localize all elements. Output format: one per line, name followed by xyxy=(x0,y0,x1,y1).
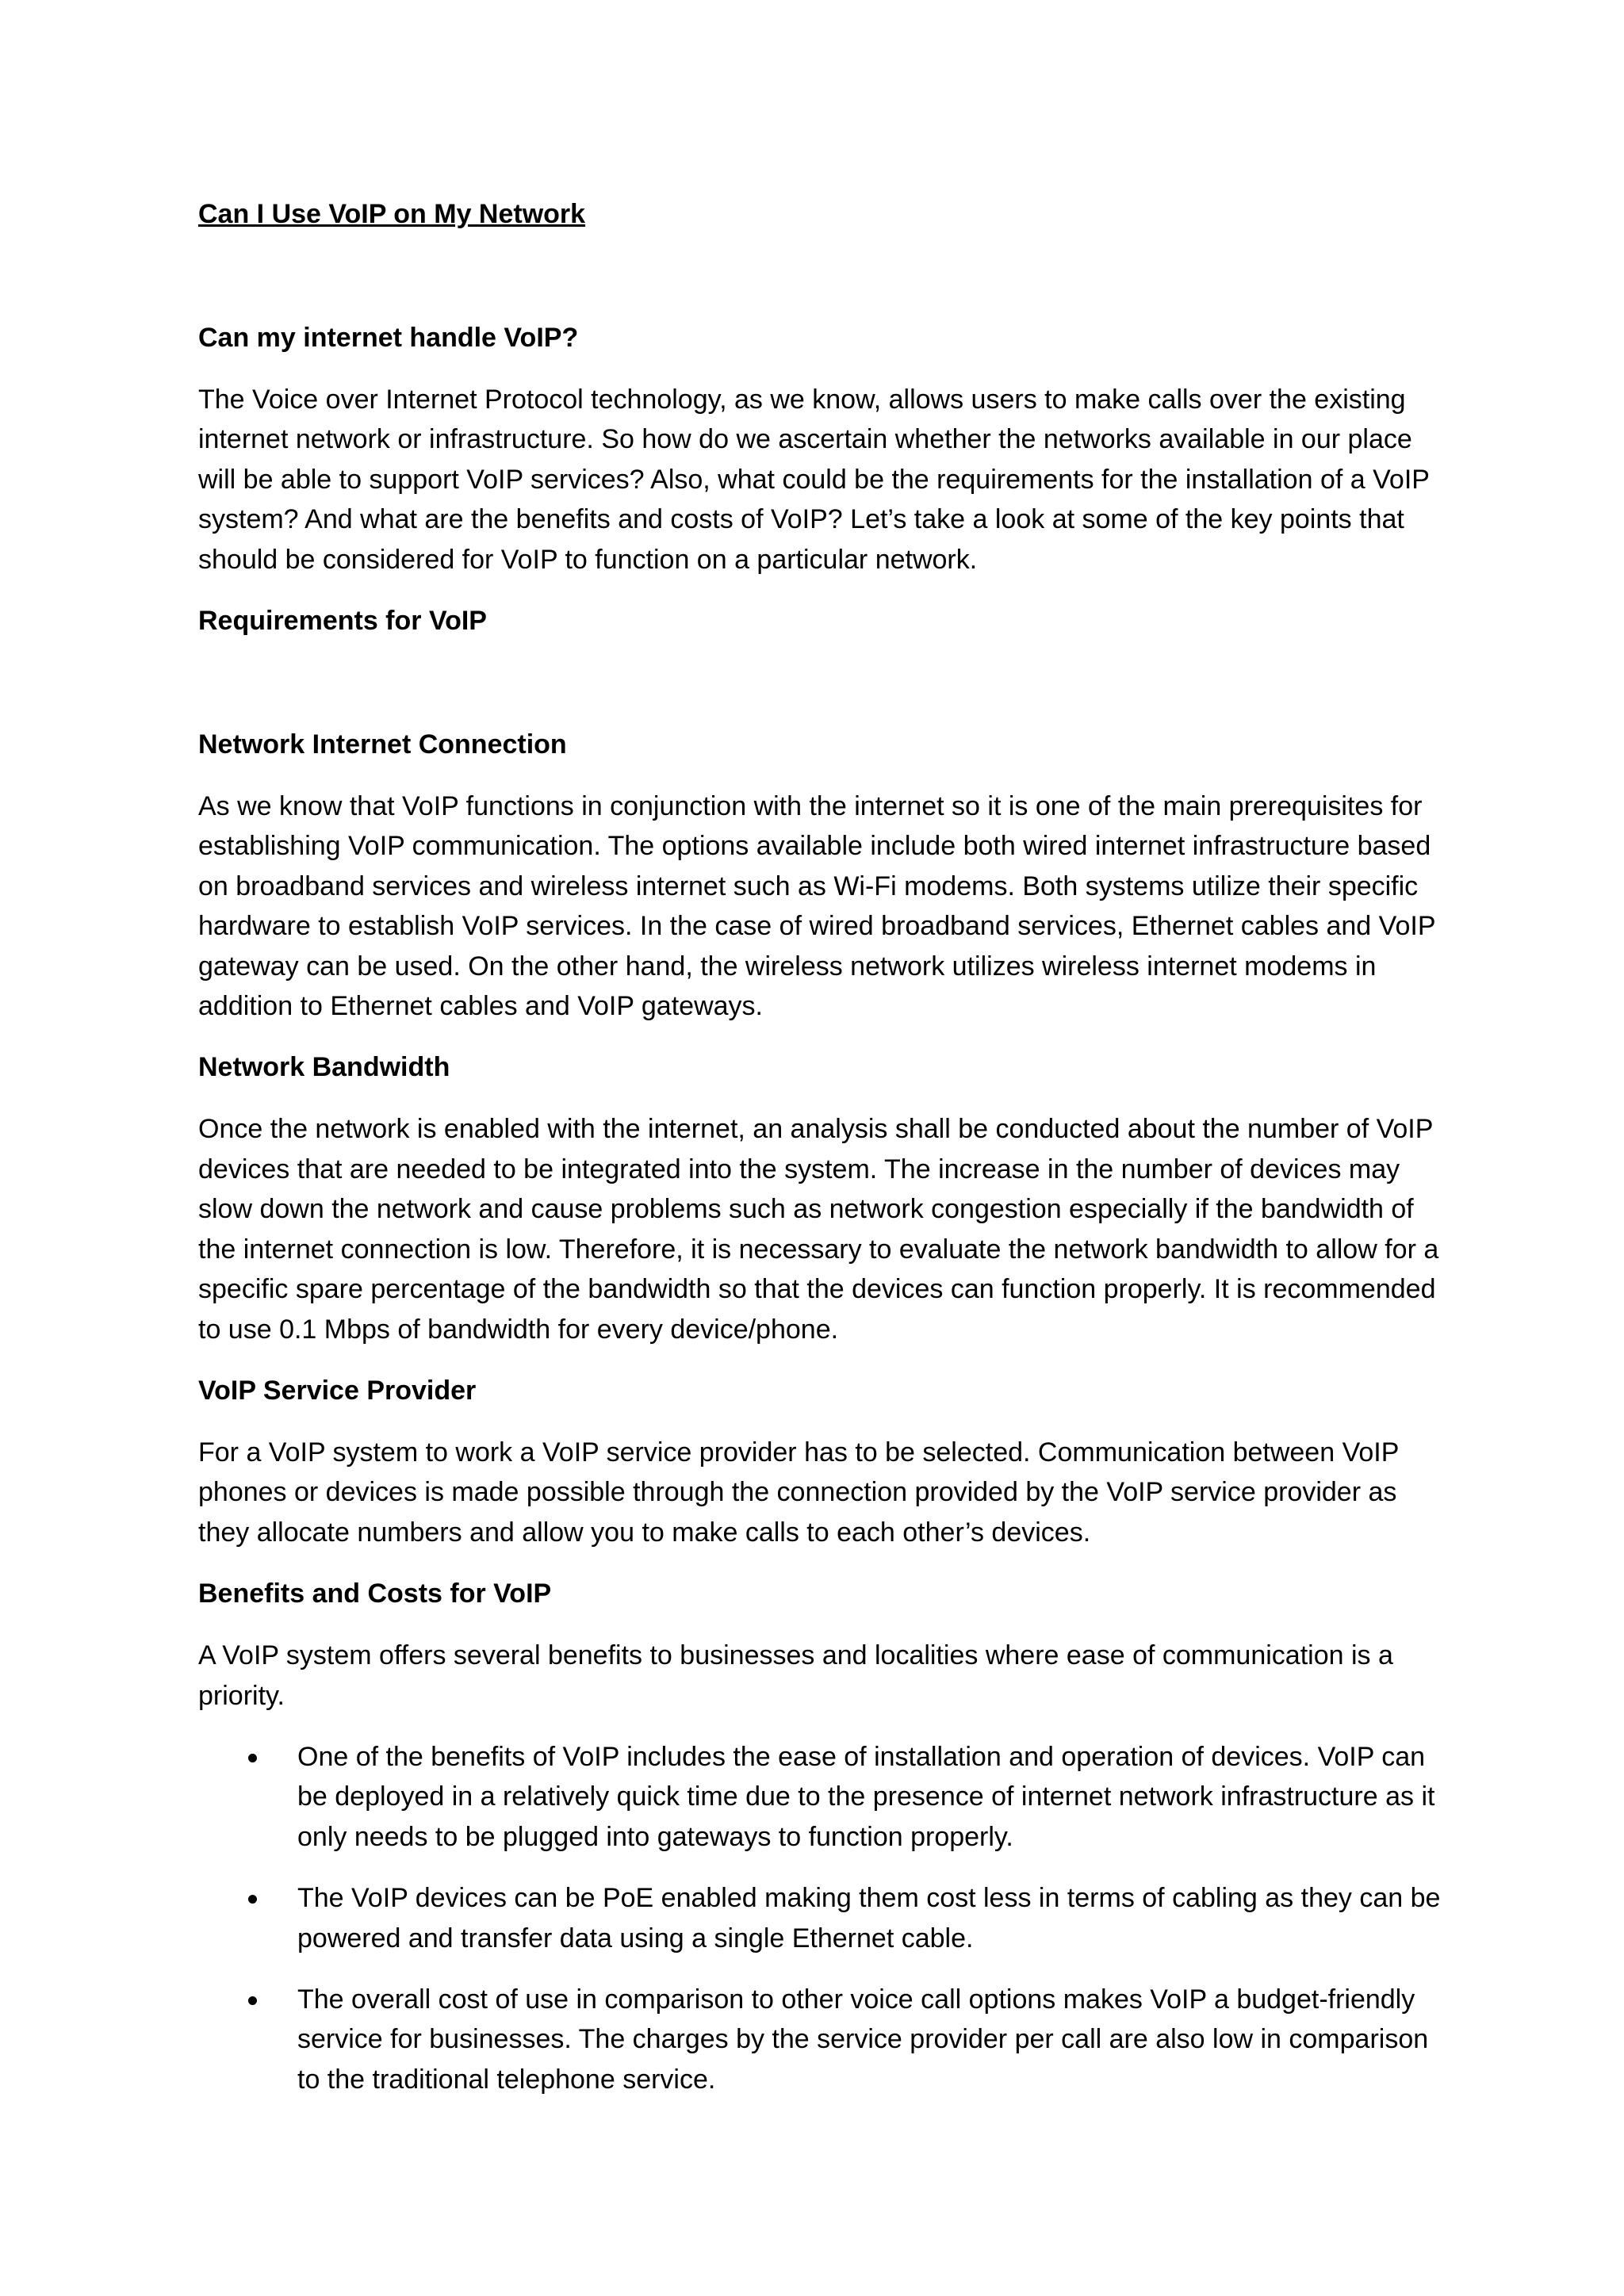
bullet-icon xyxy=(248,1996,257,2005)
heading-benefits-costs: Benefits and Costs for VoIP xyxy=(198,1578,552,1609)
document-page xyxy=(198,194,1451,2121)
list-item xyxy=(198,1980,1451,2099)
paragraph-service-provider: For a VoIP system to work a VoIP service provider has to be selected. Communication between VoIP phones or devices is made possible through the connection provided by the VoIP service provider as they allocate numbers and allow you to make calls to each other’s devices. xyxy=(198,1437,1399,1548)
list-item-text: The VoIP devices can be PoE enabled making them cost less in terms of cabling as they can be powered and transfer data using a single Ethernet cable. xyxy=(297,1883,1441,1954)
heading-internet: Can my internet handle VoIP? xyxy=(198,323,579,353)
paragraph-internet: The Voice over Internet Protocol technology, as we know, allows users to make calls over the existing internet network or infrastructure. So how do we ascertain whether the networks available in our place will be able to support VoIP services? Also, what could be the requirements for the installation of a VoIP system? And what are the benefits and costs of VoIP? Let’s take a look at some of the key points that should be considered for VoIP to function on a particular network. xyxy=(198,385,1430,575)
heading-network-connection: Network Internet Connection xyxy=(198,729,567,760)
paragraph-network-connection: As we know that VoIP functions in conjunction with the internet so it is one of the main prerequisites for establishing VoIP communication. The options available include both wired internet infrastructure based on broadband services and wireless internet such as Wi-Fi modems. Both systems utilize their specific hardware to establish VoIP services. In the case of wired broadband services, Ethernet cables and VoIP gateway can be used. On the other hand, the wireless network utilizes wireless internet modems in addition to Ethernet cables and VoIP gateways. xyxy=(198,791,1435,1022)
heading-network-bandwidth: Network Bandwidth xyxy=(198,1052,450,1083)
bullet-icon xyxy=(248,1754,257,1762)
bullet-icon xyxy=(248,1895,257,1904)
paragraph-network-bandwidth: Once the network is enabled with the internet, an analysis shall be conducted about the number of VoIP devices that are needed to be integrated into the system. The increase in the number of devices may slow down the network and cause problems such as network congestion especially if the bandwidth of the internet connection is low. Therefore, it is necessary to evaluate the network bandwidth to allow for a specific spare percentage of the bandwidth so that the devices can function properly. It is recommended to use 0.1 Mbps of bandwidth for every device/phone. xyxy=(198,1114,1439,1345)
list-item xyxy=(198,1737,1451,1857)
heading-service-provider: VoIP Service Provider xyxy=(198,1375,477,1406)
list-item-text: One of the benefits of VoIP includes the ease of installation and operation of devices. VoIP can be deployed in a relatively quick time due to the presence of internet network infrastructure as it only needs to be plugged into gateways to function properly. xyxy=(297,1741,1435,1852)
heading-requirements: Requirements for VoIP xyxy=(198,606,487,637)
list-item-text: The overall cost of use in comparison to other voice call options makes VoIP a budget-friendly service for businesses. The charges by the service provider per call are also low in comparison to the traditional telephone service. xyxy=(297,1984,1429,2095)
paragraph-benefits-costs: A VoIP system offers several benefits to businesses and localities where ease of communication is a priority. xyxy=(198,1640,1393,1711)
list-item xyxy=(198,1878,1451,1958)
benefits-list xyxy=(198,1737,1451,2099)
document-title: Can I Use VoIP on My Network xyxy=(198,199,586,229)
